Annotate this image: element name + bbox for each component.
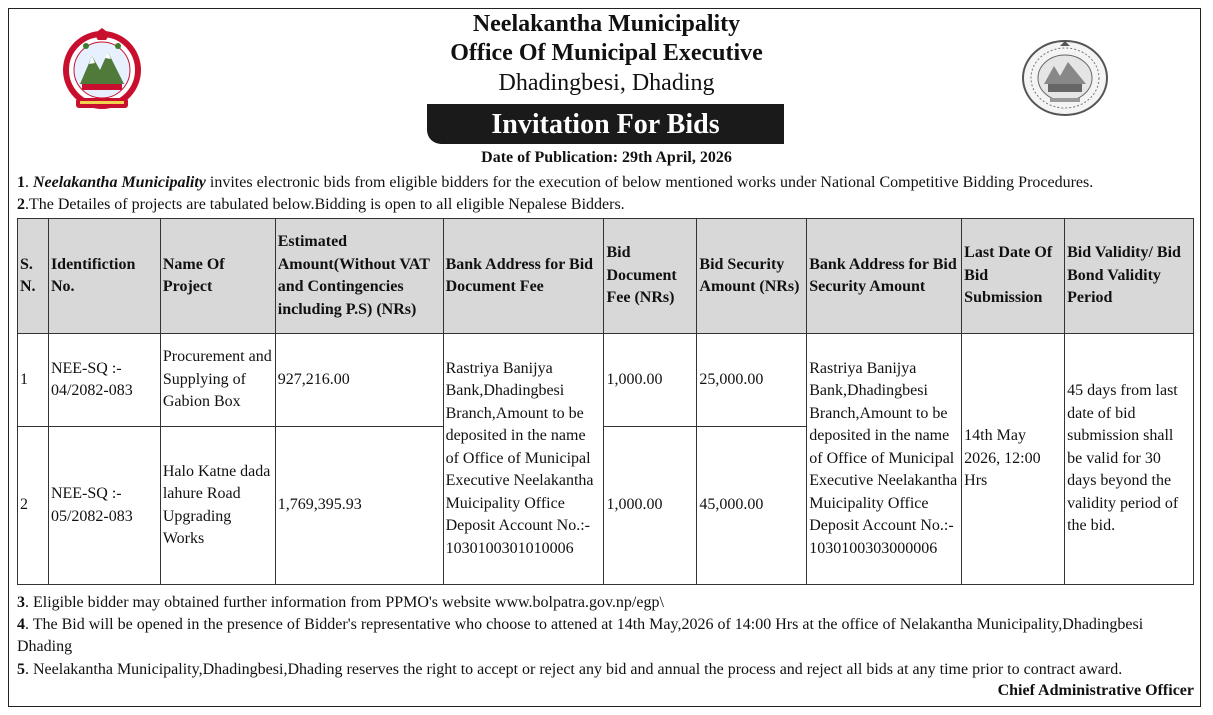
office-name: Office Of Municipal Executive	[450, 40, 763, 66]
item-text: .The Detailes of projects are tabulated below.Bidding is open to all eligible Nepalese Bidders.	[25, 196, 625, 213]
footer-paragraph-5	[17, 659, 1187, 681]
estimated-amount: 1,769,395.93	[275, 427, 443, 585]
last-submission-date: 14th May 2026, 12:00 Hrs	[962, 334, 1065, 585]
item-number: 5	[17, 661, 25, 678]
column-header: Bid Document Fee (NRs)	[604, 219, 697, 334]
project-name: Halo Katne dada lahure Road Upgrading Works	[160, 427, 275, 585]
estimated-amount: 927,216.00	[275, 334, 443, 427]
item-text: invites electronic bids from eligible bidders for the execution of below mentioned works under National Competitive Bidding Procedures.	[205, 174, 1094, 191]
bid-security-amount: 45,000.00	[697, 427, 807, 585]
column-header: Bank Address for Bid Document Fee	[443, 219, 604, 334]
org-name-inline: Neelakantha Municipality	[33, 174, 206, 191]
column-header: Last Date Of Bid Submission	[962, 219, 1065, 334]
item-text: . Eligible bidder may obtained further information from PPMO's website www.bolpatra.gov.np/egp\	[25, 594, 664, 611]
column-header: Identifiction No.	[48, 219, 160, 334]
item-number: 2	[17, 196, 25, 213]
column-header: Bid Security Amount (NRs)	[697, 219, 807, 334]
column-header: Bid Validity/ Bid Bond Validity Period	[1065, 219, 1194, 334]
bank-address-security: Rastriya Banijya Bank,Dhadingbesi Branch,Amount to be deposited in the name of Office of Municipal Executive Neelakantha Muicipality Office Deposit Account No.:- 1030100303000006	[807, 334, 962, 585]
bank-address-doc-fee: Rastriya Banijya Bank,Dhadingbesi Branch,Amount to be deposited in the name of Office of Municipal Executive Neelakantha Muicipality Office Deposit Account No.:- 1030100301010006	[443, 334, 604, 585]
column-header: Estimated Amount(Without VAT and Contingencies including P.S) (NRs)	[275, 219, 443, 334]
item-text: . The Bid will be opened in the presence of Bidder's representative who choose to attened at 14th May,2026 of 14:00 Hrs at the office of Nelakantha Municipality,Dhadingbesi Dhading	[17, 616, 1144, 655]
column-header: S. N.	[18, 219, 49, 334]
org-name: Neelakantha Municipality	[472, 11, 741, 37]
footer-paragraph-4	[17, 614, 1167, 658]
serial-number: 1	[18, 334, 49, 427]
publication-date: Date of Publication: 29th April, 2026	[481, 149, 732, 166]
bids-table	[17, 218, 1194, 585]
item-text: . Neelakantha Municipality,Dhadingbesi,Dhading reserves the right to accept or reject any bid and annual the process and reject all bids at any time prior to contract award.	[25, 661, 1123, 678]
identification-number: NEE-SQ :- 05/2082-083	[48, 427, 160, 585]
item-number: 4	[17, 616, 25, 633]
column-header: Bank Address for Bid Security Amount	[807, 219, 962, 334]
column-header: Name Of Project	[160, 219, 275, 334]
item-number: 3	[17, 594, 25, 611]
table-row	[18, 334, 1194, 427]
serial-number: 2	[18, 427, 49, 585]
footer-paragraph-3	[17, 592, 664, 614]
office-location: Dhadingbesi, Dhading	[498, 70, 715, 96]
bid-security-amount: 25,000.00	[697, 334, 807, 427]
item-lead: .	[25, 174, 33, 191]
bid-document-fee: 1,000.00	[604, 334, 697, 427]
identification-number: NEE-SQ :- 04/2082-083	[48, 334, 160, 427]
project-name: Procurement and Supplying of Gabion Box	[160, 334, 275, 427]
table-header-row	[18, 219, 1194, 334]
signatory-title: Chief Administrative Officer	[997, 682, 1194, 699]
intro-paragraph-1	[17, 172, 1093, 194]
nepal-government-emblem-icon	[62, 26, 142, 112]
bid-document-fee: 1,000.00	[604, 427, 697, 585]
intro-paragraph-2	[17, 194, 625, 216]
item-number: 1	[17, 174, 25, 191]
notice-title: Invitation For Bids	[427, 104, 784, 144]
bid-validity-period: 45 days from last date of bid submission shall be valid for 30 days beyond the validity period of the bid.	[1065, 334, 1194, 585]
